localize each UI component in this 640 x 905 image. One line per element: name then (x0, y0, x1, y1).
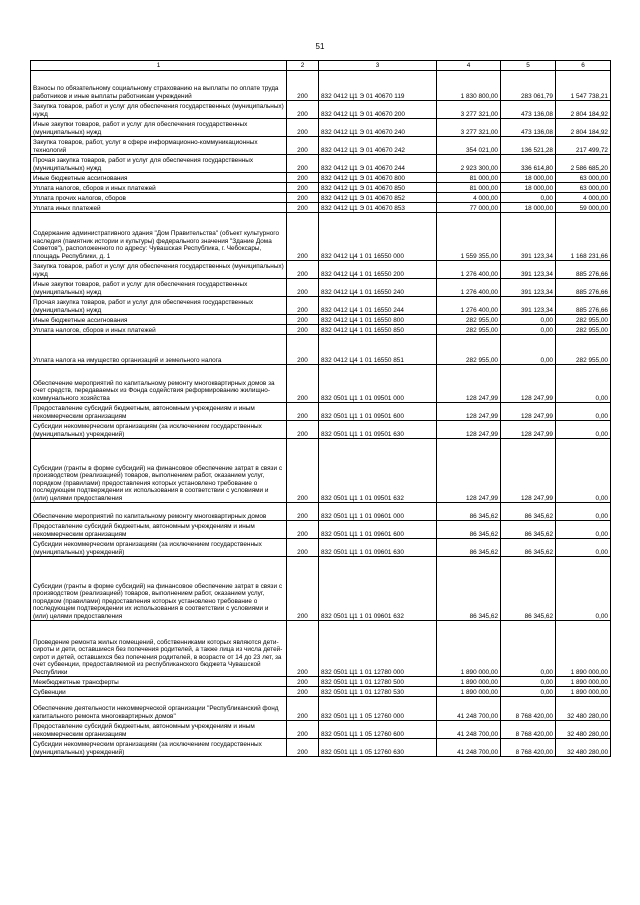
table-row (31, 739, 611, 757)
column-header: 3 (319, 61, 437, 71)
row-approved-amount-cell: 86 345,62 (437, 503, 501, 521)
row-code-2-cell: 200 (287, 439, 319, 503)
row-approved-amount-cell: 41 248 700,00 (437, 697, 501, 721)
row-executed-amount-cell: 8 768 420,00 (501, 697, 556, 721)
row-budget-code-cell: 832 0501 Ц1 1 01 09601 630 (319, 539, 437, 557)
row-code-2-cell: 200 (287, 521, 319, 539)
row-unexecuted-amount-cell: 885 276,66 (556, 261, 611, 279)
row-code-2-cell: 200 (287, 557, 319, 621)
row-code-2-cell: 200 (287, 155, 319, 173)
row-name-cell: Иные закупки товаров, работ и услуг для обеспечения государственных (муниципальных) нужд (31, 119, 287, 137)
row-approved-amount-cell: 86 345,62 (437, 521, 501, 539)
row-approved-amount-cell: 1 890 000,00 (437, 687, 501, 697)
row-approved-amount-cell: 41 248 700,00 (437, 721, 501, 739)
row-unexecuted-amount-cell: 63 000,00 (556, 173, 611, 183)
row-unexecuted-amount-cell: 0,00 (556, 557, 611, 621)
table-row (31, 365, 611, 403)
row-approved-amount-cell: 86 345,62 (437, 539, 501, 557)
table-header-row (31, 61, 611, 71)
row-code-2-cell: 200 (287, 119, 319, 137)
row-approved-amount-cell: 128 247,99 (437, 421, 501, 439)
row-budget-code-cell: 832 0412 Ц1 Э 01 40670 119 (319, 71, 437, 101)
row-approved-amount-cell: 4 000,00 (437, 193, 501, 203)
row-budget-code-cell: 832 0501 Ц1 1 01 09601 600 (319, 521, 437, 539)
row-unexecuted-amount-cell: 32 480 280,00 (556, 739, 611, 757)
row-unexecuted-amount-cell: 4 000,00 (556, 193, 611, 203)
row-name-cell: Взносы по обязательному социальному страхованию на выплаты по оплате труда работников и иные выплаты работникам учреждений (31, 71, 287, 101)
row-budget-code-cell: 832 0412 Ц1 Э 01 40670 240 (319, 119, 437, 137)
table-row (31, 503, 611, 521)
row-executed-amount-cell: 0,00 (501, 193, 556, 203)
row-executed-amount-cell: 18 000,00 (501, 183, 556, 193)
row-budget-code-cell: 832 0501 Ц1 1 01 09501 600 (319, 403, 437, 421)
row-unexecuted-amount-cell: 217 499,72 (556, 137, 611, 155)
row-code-2-cell: 200 (287, 403, 319, 421)
row-unexecuted-amount-cell: 0,00 (556, 365, 611, 403)
row-code-2-cell: 200 (287, 739, 319, 757)
row-budget-code-cell: 832 0501 Ц1 1 01 09501 000 (319, 365, 437, 403)
row-unexecuted-amount-cell: 0,00 (556, 403, 611, 421)
row-approved-amount-cell: 2 923 300,00 (437, 155, 501, 173)
table-row (31, 101, 611, 119)
column-header: 5 (501, 61, 556, 71)
row-unexecuted-amount-cell: 282 955,00 (556, 325, 611, 335)
row-code-2-cell: 200 (287, 213, 319, 261)
row-budget-code-cell: 832 0501 Ц1 1 01 09501 630 (319, 421, 437, 439)
column-header: 6 (556, 61, 611, 71)
row-code-2-cell: 200 (287, 687, 319, 697)
row-name-cell: Субсидии некоммерческим организациям (за исключением государственных (муниципальных) учреждений) (31, 421, 287, 439)
row-code-2-cell: 200 (287, 101, 319, 119)
row-budget-code-cell: 832 0412 Ц1 Э 01 40670 242 (319, 137, 437, 155)
row-budget-code-cell: 832 0501 Ц1 1 05 12760 630 (319, 739, 437, 757)
row-executed-amount-cell: 128 247,99 (501, 421, 556, 439)
table-row (31, 155, 611, 173)
row-budget-code-cell: 832 0412 Ц4 1 01 16550 240 (319, 279, 437, 297)
row-approved-amount-cell: 354 021,00 (437, 137, 501, 155)
row-unexecuted-amount-cell: 0,00 (556, 539, 611, 557)
row-name-cell: Субсидии (гранты в форме субсидий) на финансовое обеспечение затрат в связи с производством (реализацией) товаров, выполнением работ, оказанием услуг, порядком (правилами) предоставления которых установлено требование о последующем подтверждении их использования в соответствии с условиями и (или) целями предоставления (31, 557, 287, 621)
row-name-cell: Субсидии некоммерческим организациям (за исключением государственных (муниципальных) учреждений) (31, 539, 287, 557)
row-budget-code-cell: 832 0412 Ц1 Э 01 40670 200 (319, 101, 437, 119)
row-executed-amount-cell: 391 123,34 (501, 261, 556, 279)
row-executed-amount-cell: 8 768 420,00 (501, 721, 556, 739)
row-approved-amount-cell: 282 955,00 (437, 335, 501, 365)
row-executed-amount-cell: 86 345,62 (501, 539, 556, 557)
row-unexecuted-amount-cell: 1 890 000,00 (556, 677, 611, 687)
row-executed-amount-cell: 0,00 (501, 315, 556, 325)
row-approved-amount-cell: 77 000,00 (437, 203, 501, 213)
row-unexecuted-amount-cell: 885 276,66 (556, 297, 611, 315)
row-code-2-cell: 200 (287, 365, 319, 403)
row-executed-amount-cell: 18 000,00 (501, 203, 556, 213)
row-executed-amount-cell: 86 345,62 (501, 557, 556, 621)
row-name-cell: Уплата налога на имущество организаций и земельного налога (31, 335, 287, 365)
row-code-2-cell: 200 (287, 421, 319, 439)
row-unexecuted-amount-cell: 32 480 280,00 (556, 697, 611, 721)
row-executed-amount-cell: 8 768 420,00 (501, 739, 556, 757)
row-executed-amount-cell: 0,00 (501, 621, 556, 677)
row-approved-amount-cell: 128 247,99 (437, 403, 501, 421)
row-unexecuted-amount-cell: 0,00 (556, 439, 611, 503)
table-row (31, 621, 611, 677)
table-row (31, 119, 611, 137)
row-budget-code-cell: 832 0412 Ц4 1 01 16550 800 (319, 315, 437, 325)
column-header: 1 (31, 61, 287, 71)
table-row (31, 183, 611, 193)
row-name-cell: Уплата налогов, сборов и иных платежей (31, 325, 287, 335)
row-approved-amount-cell: 128 247,99 (437, 365, 501, 403)
table-row (31, 335, 611, 365)
column-header: 2 (287, 61, 319, 71)
table-row (31, 539, 611, 557)
budget-table (30, 60, 611, 757)
table-row (31, 279, 611, 297)
row-unexecuted-amount-cell: 0,00 (556, 521, 611, 539)
row-code-2-cell: 200 (287, 279, 319, 297)
row-budget-code-cell: 832 0501 Ц1 1 01 12780 000 (319, 621, 437, 677)
row-name-cell: Межбюджетные трансферты (31, 677, 287, 687)
row-name-cell: Иные бюджетные ассигнования (31, 315, 287, 325)
row-budget-code-cell: 832 0501 Ц1 1 01 09601 000 (319, 503, 437, 521)
row-executed-amount-cell: 391 123,34 (501, 279, 556, 297)
row-budget-code-cell: 832 0501 Ц1 1 01 12780 500 (319, 677, 437, 687)
row-code-2-cell: 200 (287, 173, 319, 183)
row-unexecuted-amount-cell: 0,00 (556, 503, 611, 521)
row-name-cell: Содержание административного здания "Дом Правительства" (объект культурного наследия (памятник истории и культуры) федерального значения "Здание Дома Советов"), расположенного по адресу: Чувашская Республика, г. Чебоксары, площадь Республики, д. 1 (31, 213, 287, 261)
row-unexecuted-amount-cell: 1 890 000,00 (556, 621, 611, 677)
row-unexecuted-amount-cell: 63 000,00 (556, 183, 611, 193)
table-row (31, 697, 611, 721)
row-budget-code-cell: 832 0412 Ц4 1 01 16550 850 (319, 325, 437, 335)
table-row (31, 325, 611, 335)
table-row (31, 403, 611, 421)
row-executed-amount-cell: 128 247,99 (501, 365, 556, 403)
row-name-cell: Предоставление субсидий бюджетным, автономным учреждениям и иным некоммерческим организациям (31, 403, 287, 421)
row-approved-amount-cell: 1 890 000,00 (437, 677, 501, 687)
row-executed-amount-cell: 0,00 (501, 677, 556, 687)
row-unexecuted-amount-cell: 282 955,00 (556, 335, 611, 365)
row-code-2-cell: 200 (287, 183, 319, 193)
row-executed-amount-cell: 0,00 (501, 335, 556, 365)
row-budget-code-cell: 832 0412 Ц4 1 01 16550 244 (319, 297, 437, 315)
row-budget-code-cell: 832 0412 Ц1 Э 01 40670 852 (319, 193, 437, 203)
row-executed-amount-cell: 473 136,08 (501, 101, 556, 119)
row-unexecuted-amount-cell: 2 804 184,92 (556, 101, 611, 119)
table-row (31, 521, 611, 539)
row-budget-code-cell: 832 0412 Ц1 Э 01 40670 853 (319, 203, 437, 213)
row-name-cell: Обеспечение мероприятий по капитальному ремонту многоквартирных домов (31, 503, 287, 521)
table-row (31, 721, 611, 739)
row-approved-amount-cell: 81 000,00 (437, 173, 501, 183)
row-name-cell: Прочая закупка товаров, работ и услуг для обеспечения государственных (муниципальных) нужд (31, 297, 287, 315)
row-budget-code-cell: 832 0412 Ц1 Э 01 40670 850 (319, 183, 437, 193)
row-executed-amount-cell: 128 247,99 (501, 439, 556, 503)
row-code-2-cell: 200 (287, 261, 319, 279)
row-approved-amount-cell: 1 276 400,00 (437, 261, 501, 279)
row-code-2-cell: 200 (287, 677, 319, 687)
row-approved-amount-cell: 1 890 000,00 (437, 621, 501, 677)
row-budget-code-cell: 832 0501 Ц1 1 01 12780 530 (319, 687, 437, 697)
table-row (31, 261, 611, 279)
row-budget-code-cell: 832 0501 Ц1 1 05 12760 000 (319, 697, 437, 721)
row-executed-amount-cell: 391 123,34 (501, 213, 556, 261)
table-row (31, 439, 611, 503)
row-executed-amount-cell: 283 061,79 (501, 71, 556, 101)
row-name-cell: Проведение ремонта жилых помещений, собственниками которых являются дети-сироты и дети, оставшиеся без попечения родителей, а также лица из числа детей-сирот и детей, оставшихся без попечения родителей, в возрасте от 14 до 23 лет, за счет субвенции, предоставляемой из республиканского бюджета Чувашской Республики (31, 621, 287, 677)
row-budget-code-cell: 832 0501 Ц1 1 01 09501 632 (319, 439, 437, 503)
row-name-cell: Обеспечение мероприятий по капитальному ремонту многоквартирных домов за счет средств, передаваемых из Фонда содействия реформированию жилищно-коммунального хозяйства (31, 365, 287, 403)
table-row (31, 677, 611, 687)
row-name-cell: Закупка товаров, работ, услуг в сфере информационно-коммуникационных технологий (31, 137, 287, 155)
row-unexecuted-amount-cell: 0,00 (556, 421, 611, 439)
row-approved-amount-cell: 41 248 700,00 (437, 739, 501, 757)
row-executed-amount-cell: 473 136,08 (501, 119, 556, 137)
row-unexecuted-amount-cell: 1 890 000,00 (556, 687, 611, 697)
table-row (31, 557, 611, 621)
row-name-cell: Предоставление субсидий бюджетным, автономным учреждениям и иным некоммерческим организациям (31, 521, 287, 539)
row-code-2-cell: 200 (287, 315, 319, 325)
row-code-2-cell: 200 (287, 503, 319, 521)
row-approved-amount-cell: 1 276 400,00 (437, 279, 501, 297)
row-unexecuted-amount-cell: 32 480 280,00 (556, 721, 611, 739)
row-executed-amount-cell: 86 345,62 (501, 521, 556, 539)
row-code-2-cell: 200 (287, 325, 319, 335)
row-approved-amount-cell: 282 955,00 (437, 325, 501, 335)
table-row (31, 421, 611, 439)
table-row (31, 71, 611, 101)
row-executed-amount-cell: 0,00 (501, 687, 556, 697)
row-code-2-cell: 200 (287, 203, 319, 213)
row-code-2-cell: 200 (287, 71, 319, 101)
row-executed-amount-cell: 128 247,99 (501, 403, 556, 421)
row-approved-amount-cell: 1 830 800,00 (437, 71, 501, 101)
row-budget-code-cell: 832 0412 Ц1 Э 01 40670 244 (319, 155, 437, 173)
row-name-cell: Прочая закупка товаров, работ и услуг для обеспечения государственных (муниципальных) нужд (31, 155, 287, 173)
row-budget-code-cell: 832 0501 Ц1 1 05 12760 600 (319, 721, 437, 739)
row-unexecuted-amount-cell: 1 547 738,21 (556, 71, 611, 101)
row-name-cell: Обеспечение деятельности некоммерческой организации "Республиканский фонд капитального ремонта многоквартирных домов" (31, 697, 287, 721)
row-approved-amount-cell: 1 559 355,00 (437, 213, 501, 261)
table-row (31, 315, 611, 325)
table-row (31, 297, 611, 315)
row-approved-amount-cell: 81 000,00 (437, 183, 501, 193)
row-code-2-cell: 200 (287, 193, 319, 203)
row-budget-code-cell: 832 0412 Ц4 1 01 16550 200 (319, 261, 437, 279)
table-row (31, 687, 611, 697)
row-code-2-cell: 200 (287, 297, 319, 315)
row-executed-amount-cell: 391 123,34 (501, 297, 556, 315)
table-row (31, 137, 611, 155)
row-approved-amount-cell: 1 276 400,00 (437, 297, 501, 315)
row-code-2-cell: 200 (287, 137, 319, 155)
row-unexecuted-amount-cell: 282 955,00 (556, 315, 611, 325)
row-name-cell: Иные бюджетные ассигнования (31, 173, 287, 183)
row-executed-amount-cell: 0,00 (501, 325, 556, 335)
row-executed-amount-cell: 136 521,28 (501, 137, 556, 155)
row-code-2-cell: 200 (287, 721, 319, 739)
row-code-2-cell: 200 (287, 539, 319, 557)
row-executed-amount-cell: 86 345,62 (501, 503, 556, 521)
row-approved-amount-cell: 3 277 321,00 (437, 101, 501, 119)
row-name-cell: Уплата иных платежей (31, 203, 287, 213)
table-row (31, 173, 611, 183)
row-approved-amount-cell: 86 345,62 (437, 557, 501, 621)
row-budget-code-cell: 832 0412 Ц4 1 01 16550 851 (319, 335, 437, 365)
table-row (31, 213, 611, 261)
row-name-cell: Закупка товаров, работ и услуг для обеспечения государственных (муниципальных) нужд (31, 101, 287, 119)
row-name-cell: Предоставление субсидий бюджетным, автономным учреждениям и иным некоммерческим организациям (31, 721, 287, 739)
row-code-2-cell: 200 (287, 621, 319, 677)
row-approved-amount-cell: 128 247,99 (437, 439, 501, 503)
row-unexecuted-amount-cell: 2 804 184,92 (556, 119, 611, 137)
row-code-2-cell: 200 (287, 697, 319, 721)
row-executed-amount-cell: 18 000,00 (501, 173, 556, 183)
row-budget-code-cell: 832 0501 Ц1 1 01 09601 632 (319, 557, 437, 621)
row-unexecuted-amount-cell: 2 586 685,20 (556, 155, 611, 173)
row-name-cell: Иные закупки товаров, работ и услуг для обеспечения государственных (муниципальных) нужд (31, 279, 287, 297)
row-unexecuted-amount-cell: 59 000,00 (556, 203, 611, 213)
row-unexecuted-amount-cell: 1 168 231,66 (556, 213, 611, 261)
row-budget-code-cell: 832 0412 Ц4 1 01 16550 000 (319, 213, 437, 261)
column-header: 4 (437, 61, 501, 71)
page-number: 51 (315, 42, 325, 51)
row-name-cell: Закупка товаров, работ и услуг для обеспечения государственных (муниципальных) нужд (31, 261, 287, 279)
row-approved-amount-cell: 282 955,00 (437, 315, 501, 325)
row-name-cell: Уплата налогов, сборов и иных платежей (31, 183, 287, 193)
row-unexecuted-amount-cell: 885 276,66 (556, 279, 611, 297)
row-budget-code-cell: 832 0412 Ц1 Э 01 40670 800 (319, 173, 437, 183)
row-name-cell: Уплата прочих налогов, сборов (31, 193, 287, 203)
row-approved-amount-cell: 3 277 321,00 (437, 119, 501, 137)
row-name-cell: Субвенции (31, 687, 287, 697)
row-executed-amount-cell: 336 614,80 (501, 155, 556, 173)
table-row (31, 193, 611, 203)
row-name-cell: Субсидии (гранты в форме субсидий) на финансовое обеспечение затрат в связи с производством (реализацией) товаров, выполнением работ, оказанием услуг, порядком (правилами) предоставления которых установлено требование о последующем подтверждении их использования в соответствии с условиями и (или) целями предоставления (31, 439, 287, 503)
row-name-cell: Субсидии некоммерческим организациям (за исключением государственных (муниципальных) учреждений) (31, 739, 287, 757)
table-row (31, 203, 611, 213)
row-code-2-cell: 200 (287, 335, 319, 365)
